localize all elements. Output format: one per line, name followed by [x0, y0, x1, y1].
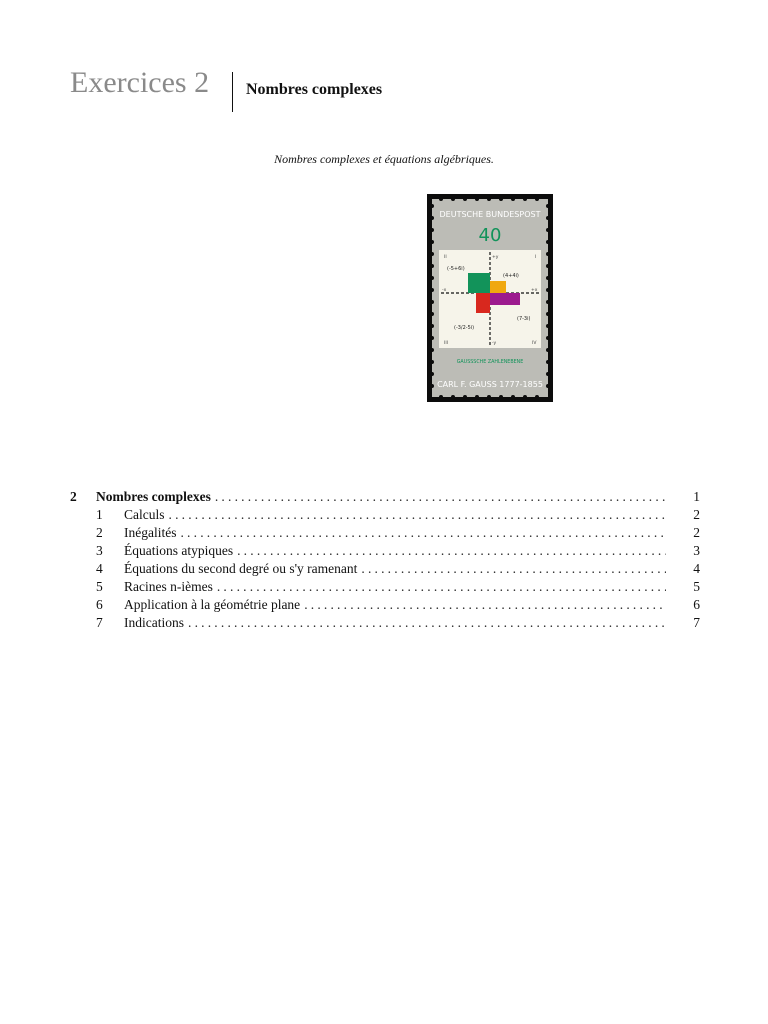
- orange-square: [490, 281, 506, 293]
- quadrant-label-iv: IV: [532, 341, 537, 346]
- stamp-issuer: DEUTSCHE BUNDESPOST: [439, 210, 541, 219]
- toc-section-label: Racines n-ièmes: [124, 579, 213, 594]
- toc-chapter-number: 2: [70, 489, 77, 504]
- toc-chapter-label: Nombres complexes: [96, 489, 211, 504]
- toc-section-entry-7[interactable]: [70, 614, 700, 632]
- toc-section-label: Indications: [124, 615, 184, 630]
- toc-section-entry-2[interactable]: [70, 524, 700, 542]
- chapter-subtitle: Nombres complexes: [246, 81, 383, 98]
- toc-section-entry-4[interactable]: [70, 560, 700, 578]
- toc-section-page: 6: [693, 597, 700, 612]
- toc-section-page: 3: [693, 543, 700, 558]
- axis-label-plus-y: +y: [492, 255, 499, 260]
- toc-section-label: Application à la géométrie plane: [124, 597, 301, 612]
- toc-section-number: 5: [96, 579, 103, 594]
- toc-section-label: Équations du second degré ou s'y ramenant: [124, 561, 358, 576]
- gauss-stamp-image: [427, 194, 553, 402]
- toc-section-page: 2: [693, 507, 700, 522]
- axis-label-plus-x: +x: [531, 288, 538, 293]
- toc-section-number: 3: [96, 543, 103, 558]
- page-header: [70, 66, 710, 112]
- toc-section-number: 4: [96, 561, 103, 576]
- header-divider: [232, 72, 233, 112]
- point-label-orange: (4+4i): [503, 273, 519, 279]
- toc-leader-dots: [361, 560, 666, 578]
- point-label-green: (-5+6i): [447, 266, 465, 272]
- toc-leader-dots: [304, 596, 666, 614]
- toc-section-number: 1: [96, 507, 103, 522]
- toc-leader-dots: [180, 524, 666, 542]
- toc-section-label: Calculs: [124, 507, 165, 522]
- toc-section-page: 5: [693, 579, 700, 594]
- quadrant-label-ii: II: [444, 255, 447, 260]
- toc-section-number: 6: [96, 597, 103, 612]
- quadrant-label-iii: III: [444, 341, 448, 346]
- table-of-contents: [70, 488, 700, 632]
- toc-section-page: 4: [693, 561, 700, 576]
- axis-label-minus-y: -y: [492, 341, 497, 346]
- axis-label-minus-x: -x: [442, 288, 447, 293]
- toc-section-page: 2: [693, 525, 700, 540]
- stamp-subtitle: GAUSSSCHE ZAHLENEBENE: [456, 360, 524, 365]
- toc-section-entry-5[interactable]: [70, 578, 700, 596]
- toc-section-number: 2: [96, 525, 103, 540]
- point-label-purple: (7-3i): [517, 316, 531, 322]
- toc-section-label: Inégalités: [124, 525, 177, 540]
- toc-chapter-page: 1: [693, 489, 700, 504]
- toc-section-number: 7: [96, 615, 103, 630]
- toc-section-entry-3[interactable]: [70, 542, 700, 560]
- toc-section-entry-6[interactable]: [70, 596, 700, 614]
- quadrant-label-i: I: [535, 255, 537, 260]
- point-label-red: (-3/2-5i): [454, 325, 475, 331]
- toc-leader-dots: [188, 614, 666, 632]
- toc-leader-dots: [169, 506, 667, 524]
- toc-leader-dots: [215, 488, 666, 506]
- toc-section-entry-1[interactable]: [70, 506, 700, 524]
- red-square: [476, 293, 490, 313]
- purple-square: [490, 293, 520, 305]
- toc-section-page: 7: [693, 615, 700, 630]
- stamp-illustration: [427, 194, 553, 402]
- toc-chapter-entry[interactable]: [70, 488, 700, 506]
- toc-leader-dots: [217, 578, 666, 596]
- figure-caption: Nombres complexes et équations algébriques.: [274, 152, 494, 166]
- green-square: [468, 273, 490, 293]
- chapter-title: Exercices 2: [70, 66, 210, 99]
- toc-leader-dots: [237, 542, 666, 560]
- stamp-name: CARL F. GAUSS 1777-1855: [437, 380, 543, 389]
- toc-section-label: Équations atypiques: [124, 543, 234, 558]
- stamp-value: 40: [478, 225, 502, 246]
